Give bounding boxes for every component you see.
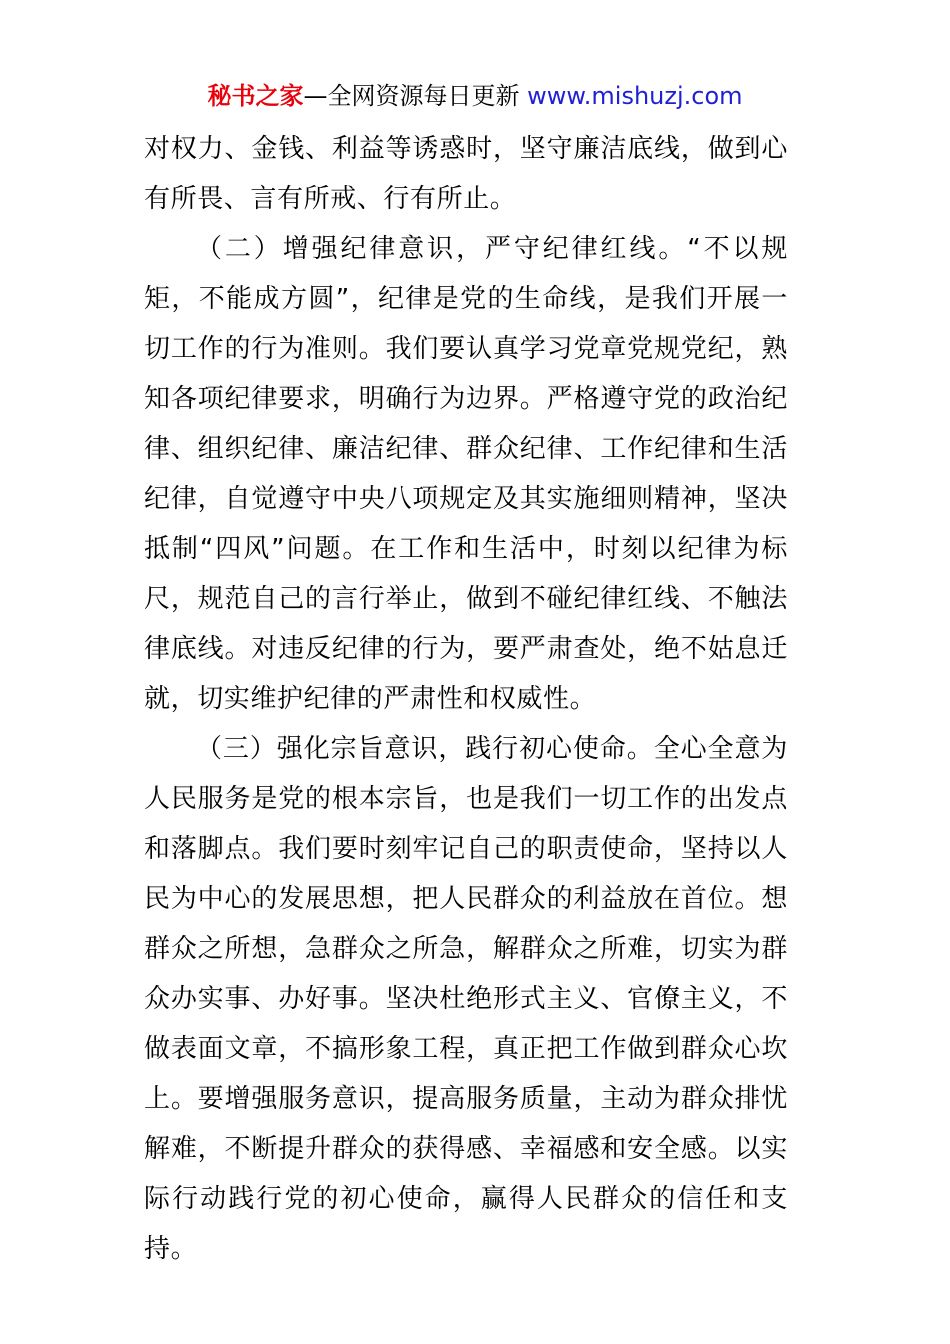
document-body — [144, 124, 788, 1274]
site-url-link[interactable]: www.mishuzj.com — [527, 82, 743, 110]
site-brand: 秘书之家 — [207, 82, 304, 110]
site-tagline: —全网资源每日更新 — [303, 82, 528, 110]
paragraph-discipline: （二）增强纪律意识，严守纪律红线。“不以规矩，不能成方圆”，纪律是党的生命线，是我们开展一切工作的行为准则。我们要认真学习党章党规党纪，熟知各项纪律要求，明确行为边界。严格遵守党的政治纪律、组织纪律、廉洁纪律、群众纪律、工作纪律和生活纪律，自觉遵守中央八项规定及其实施细则精神，坚决抵制“四风”问题。在工作和生活中，时刻以纪律为标尺，规范自己的言行举止，做到不碰纪律红线、不触法律底线。对违反纪律的行为，要严肃查处，绝不姑息迁就，切实维护纪律的严肃性和权威性。 — [144, 234, 788, 714]
paragraph-purpose: （三）强化宗旨意识，践行初心使命。全心全意为人民服务是党的根本宗旨，也是我们一切工作的出发点和落脚点。我们要时刻牢记自己的职责使命，坚持以人民为中心的发展思想，把人民群众的利益放在首位。想群众之所想，急群众之所急，解群众之所难，切实为群众办实事、办好事。坚决杜绝形式主义、官僚主义，不做表面文章，不搞形象工程，真正把工作做到群众心坎上。要增强服务意识，提高服务质量，主动为群众排忧解难，不断提升群众的获得感、幸福感和安全感。以实际行动践行党的初心使命，赢得人民群众的信任和支持。 — [144, 734, 788, 1264]
paragraph-continuation: 对权力、金钱、利益等诱惑时，坚守廉洁底线，做到心有所畏、言有所戒、行有所止。 — [144, 134, 788, 214]
page-header — [0, 80, 950, 112]
